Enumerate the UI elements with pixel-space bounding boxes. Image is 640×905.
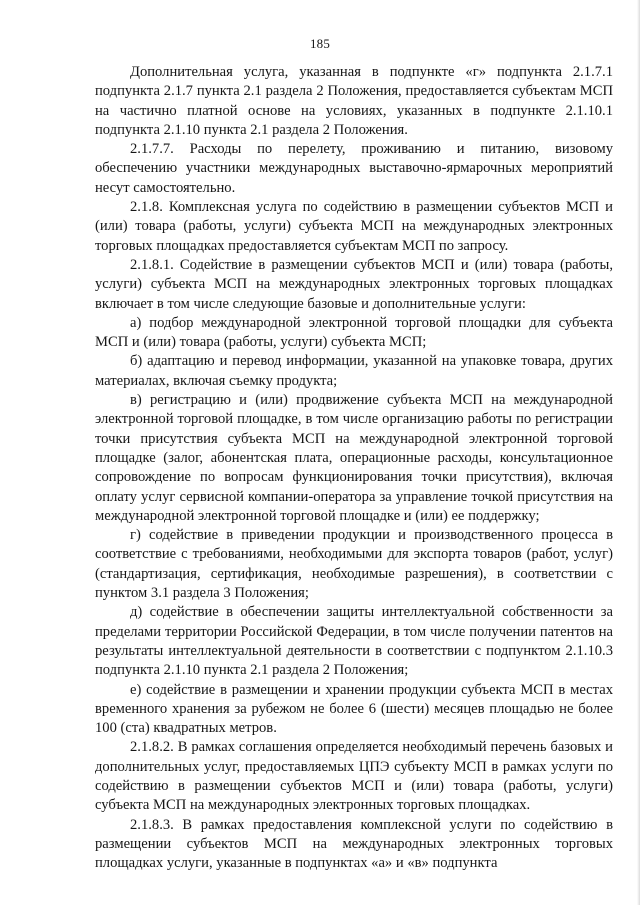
list-item-g: г) содействие в приведении продукции и производственного процесса в соответствие с требованиями, необходимыми для экспорта товаров (работ, услуг) (стандартизация, сертификация, необходимые разрешения), в соответствии с пунктом 3.1 раздела 3 Положения; [95,527,613,602]
list-item-v: в) регистрацию и (или) продвижение субъекта МСП на международной электронной торговой площадке, в том числе организацию работы по регистрации точки присутствия субъекта МСП на международной электронной торговой площадке (залог, абонентская плата, операционные расходы, консультационное сопровождение по вопросам функционирования точки присутствия), включая оплату услуг сервисной компании-оператора за управление точкой присутствия на международной электронной торговой площадке и (или) ее поддержку; [95,392,613,524]
paragraph-2-1-8: 2.1.8. Комплексная услуга по содействию в размещении субъектов МСП и (или) товара (работы, услуги) субъекта МСП на международных электронных торговых площадках предоставляется субъектам МСП по запросу. [95,199,613,254]
list-item-e: е) содействие в размещении и хранении продукции субъекта МСП в местах временного хранения за рубежом не более 6 (шести) месяцев площадью не более 100 (ста) квадратных метров. [95,681,613,737]
paragraph-additional-service: Дополнительная услуга, указанная в подпункте «г» подпункта 2.1.7.1 подпункта 2.1.7 пункта 2.1 раздела 2 Положения, предоставляется субъектам МСП на частично платной основе на условиях, указанных в подпункте 2.1.10.1 подпункта 2.1.10 пункта 2.1 раздела 2 Положения. [95,64,613,138]
paragraph-2-1-8-2: 2.1.8.2. В рамках соглашения определяется необходимый перечень базовых и дополнительных услуг, предоставляемых ЦПЭ субъекту МСП в рамках услуги по содействию в размещении субъектов МСП и (или) товара (работы, услуги) субъекта МСП на международных электронных торговых площадках. [95,739,613,814]
document-body [95,63,613,873]
paragraph-2-1-8-1: 2.1.8.1. Содействие в размещении субъектов МСП и (или) товара (работы, услуги) субъекта МСП на международных электронных торговых площадках включает в том числе следующие базовые и дополнительные услуги: [95,256,613,312]
paragraph-2-1-7-7: 2.1.7.7. Расходы по перелету, проживанию и питанию, визовому обеспечению участники международных выставочно-ярмарочных мероприятий несут самостоятельно. [95,141,613,196]
paragraph-2-1-8-3: 2.1.8.3. В рамках предоставления комплексной услуги по содействию в размещении субъектов МСП на международных электронных торговых площадках услуги, указанные в подпунктах «а» и «в» подпункта [95,816,613,872]
list-item-a: а) подбор международной электронной торговой площадки для субъекта МСП и (или) товара (работы, услуги) субъекта МСП; [95,314,613,351]
list-item-b: б) адаптацию и перевод информации, указанной на упаковке товара, других материалах, включая съемку продукта; [95,353,613,389]
list-item-d: д) содействие в обеспечении защиты интеллектуальной собственности за пределами территории Российской Федерации, в том числе получении патентов на результаты интеллектуальной деятельности в соответствии с подпунктом 2.1.10.3 подпункта 2.1.10 пункта 2.1 раздела 2 Положения; [95,604,613,679]
page-number: 185 [309,36,331,51]
